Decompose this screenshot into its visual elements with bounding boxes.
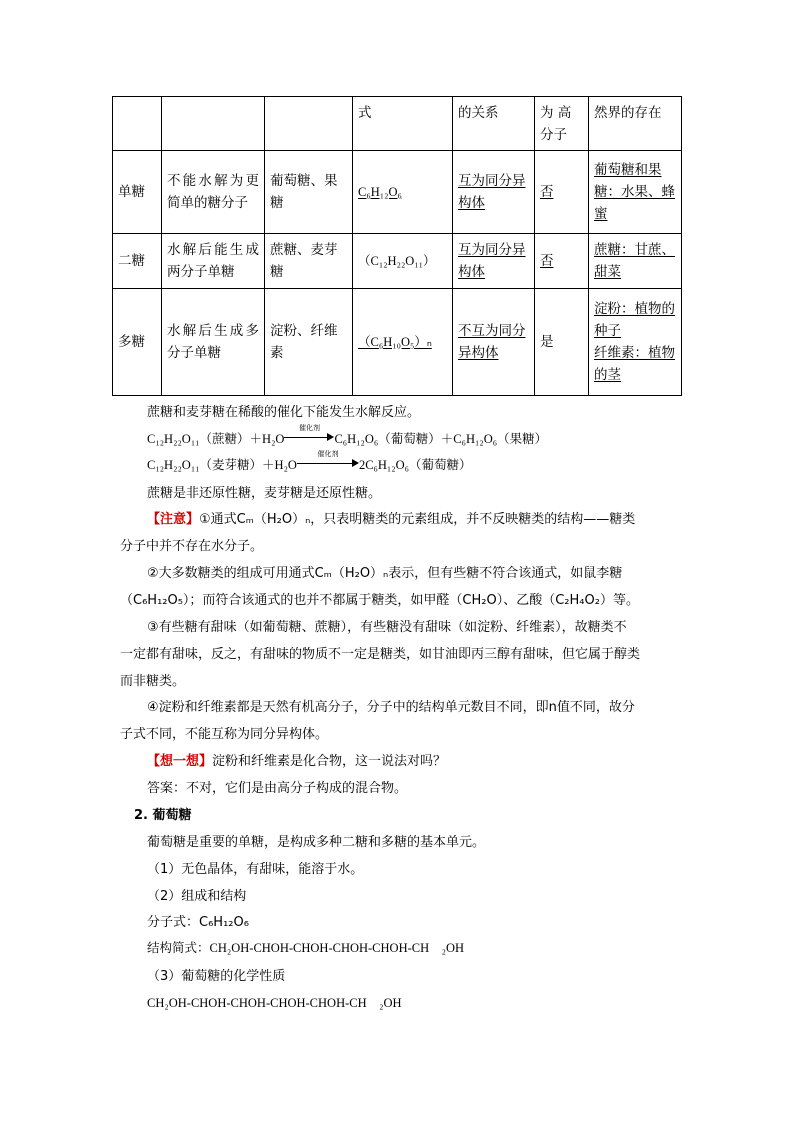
relation-text: 互为同分异构体: [458, 242, 526, 280]
note-line: 而非糖类。: [120, 674, 186, 689]
equation-right: 2C₆H₁₂O₆（葡萄糖）: [358, 458, 472, 472]
polymer-text: 是: [540, 334, 554, 350]
paragraph: 蔗糖是非还原性糖，麦芽糖是还原性糖。: [147, 486, 382, 501]
answer-line: 答案：不对，它们是由高分子构成的混合物。: [147, 781, 408, 796]
equation-left: C₁₂H₂₂O₁₁（麦芽糖）＋H₂O: [147, 458, 297, 472]
table-header-row: [113, 97, 682, 151]
formula-text: （C₆H₁₀O₅）ₙ: [358, 335, 432, 349]
relation-cell: [453, 151, 535, 234]
header-cell: [162, 97, 265, 151]
table-row: [113, 289, 682, 396]
think-text: 淀粉和纤维素是化合物，这一说法对吗？: [212, 754, 447, 769]
note-text: ①通式Cₘ（H₂O）ₙ，只表明糖类的元素组成，并不反映糖类的结构——糖类: [199, 512, 636, 527]
catalyst-label: 催化剂: [298, 424, 320, 432]
note-line: ③有些糖有甜味（如葡萄糖、蔗糖），有些糖没有甜味（如淀粉、纤维素），故糖类不: [147, 620, 627, 635]
header-cell: 为 高分子: [535, 97, 589, 151]
note-line: 分子中并不存在水分子。: [120, 539, 264, 554]
relation-cell: [453, 234, 535, 289]
paragraph: 葡萄糖是重要的单糖，是构成多种二糖和多糖的基本单元。: [147, 835, 486, 850]
relation-text: 不互为同分异构体: [458, 323, 526, 361]
equation-maltose-hydrolysis: [147, 450, 472, 473]
structural-formula: 结构简式：CH₂OH-CHOH-CHOH-CHOH-CHOH-CH ₂OH: [147, 941, 465, 955]
existence-cell: [589, 151, 682, 234]
sugar-classification-table: [112, 96, 682, 396]
paragraph: 分子式：C₆H₁₂O₆: [147, 915, 249, 930]
table-row: [113, 234, 682, 289]
structural-formula: CH₂OH-CHOH-CHOH-CHOH-CHOH-CH ₂OH: [147, 996, 402, 1010]
polymer-cell: [535, 234, 589, 289]
existence-text: 纤维素：植物的茎: [594, 345, 675, 383]
polymer-cell: [535, 151, 589, 234]
catalyst-label: 催化剂: [317, 450, 339, 458]
note-label: 【注意】: [147, 512, 200, 527]
category-cell: 多糖: [113, 289, 162, 396]
existence-cell: [589, 289, 682, 396]
existence-text: 蔗糖：甘蔗、甜菜: [594, 242, 675, 280]
polymer-text: 否: [540, 253, 554, 269]
note-line: 一定都有甜味，反之，有甜味的物质不一定是糖类，如甘油即丙三醇有甜味，但它属于醇类: [120, 647, 641, 662]
note-line: ④淀粉和纤维素都是天然有机高分子，分子中的结构单元数目不同，即n值不同，故分: [147, 700, 635, 715]
category-cell: 单糖: [113, 151, 162, 234]
equation-left: C₁₂H₂₂O₁₁（蔗糖）＋H₂O: [147, 432, 285, 446]
paragraph: （1）无色晶体，有甜味，能溶于水。: [147, 862, 364, 877]
equation-right: C₆H₁₂O₆（葡萄糖）＋C₆H₁₂O₆（果糖）: [334, 432, 548, 446]
definition-cell: 水解后生成多分子单糖: [162, 289, 265, 396]
think-line: [147, 750, 446, 769]
relation-cell: [453, 289, 535, 396]
polymer-text: 否: [540, 184, 554, 200]
polymer-cell: [535, 289, 589, 396]
note-line: [147, 508, 635, 527]
reaction-arrow-icon: [284, 424, 334, 444]
header-cell: [113, 97, 162, 151]
existence-cell: [589, 234, 682, 289]
header-cell: 的关系: [453, 97, 535, 151]
examples-cell: 葡萄糖、果糖: [265, 151, 353, 234]
examples-cell: 淀粉、纤维素: [265, 289, 353, 396]
table-row: [113, 151, 682, 234]
think-label: 【想一想】: [147, 754, 213, 769]
header-cell: [265, 97, 353, 151]
reaction-arrow-icon: [297, 450, 359, 470]
equation-sucrose-hydrolysis: [147, 424, 548, 447]
relation-text: 互为同分异构体: [458, 173, 526, 211]
paragraph: 蔗糖和麦芽糖在稀酸的催化下能发生水解反应。: [147, 405, 421, 420]
note-line: （C₆H₁₂O₅）；而符合该通式的也并不都属于糖类，如甲醛（CH₂O）、乙酸（C₂H₄O₂）等。: [120, 593, 639, 608]
definition-cell: 水解后能生成两分子单糖: [162, 234, 265, 289]
formula-text: C₆H₁₂O₆: [358, 185, 402, 199]
formula-text: （C₁₂H₂₂O₁₁）: [358, 254, 436, 268]
formula-cell: [353, 234, 453, 289]
paragraph: （2）组成和结构: [147, 889, 247, 904]
formula-cell: [353, 289, 453, 396]
definition-cell: 不能水解为更简单的糖分子: [162, 151, 265, 234]
header-cell: 然界的存在: [589, 97, 682, 151]
note-line: ②大多数糖类的组成可用通式Cₘ（H₂O）ₙ表示，但有些糖不符合该通式，如鼠李糖: [147, 566, 623, 581]
note-line: 子式不同，不能互称为同分异构体。: [120, 727, 329, 742]
section-heading: 2. 葡萄糖: [134, 808, 192, 823]
category-cell: 二糖: [113, 234, 162, 289]
examples-cell: 蔗糖、麦芽糖: [265, 234, 353, 289]
formula-cell: [353, 151, 453, 234]
paragraph: （3）葡萄糖的化学性质: [147, 969, 286, 984]
header-cell: 式: [353, 97, 453, 151]
existence-text: 葡萄糖和果糖：水果、蜂蜜: [594, 162, 675, 222]
existence-text: 淀粉：植物的种子: [594, 301, 675, 339]
